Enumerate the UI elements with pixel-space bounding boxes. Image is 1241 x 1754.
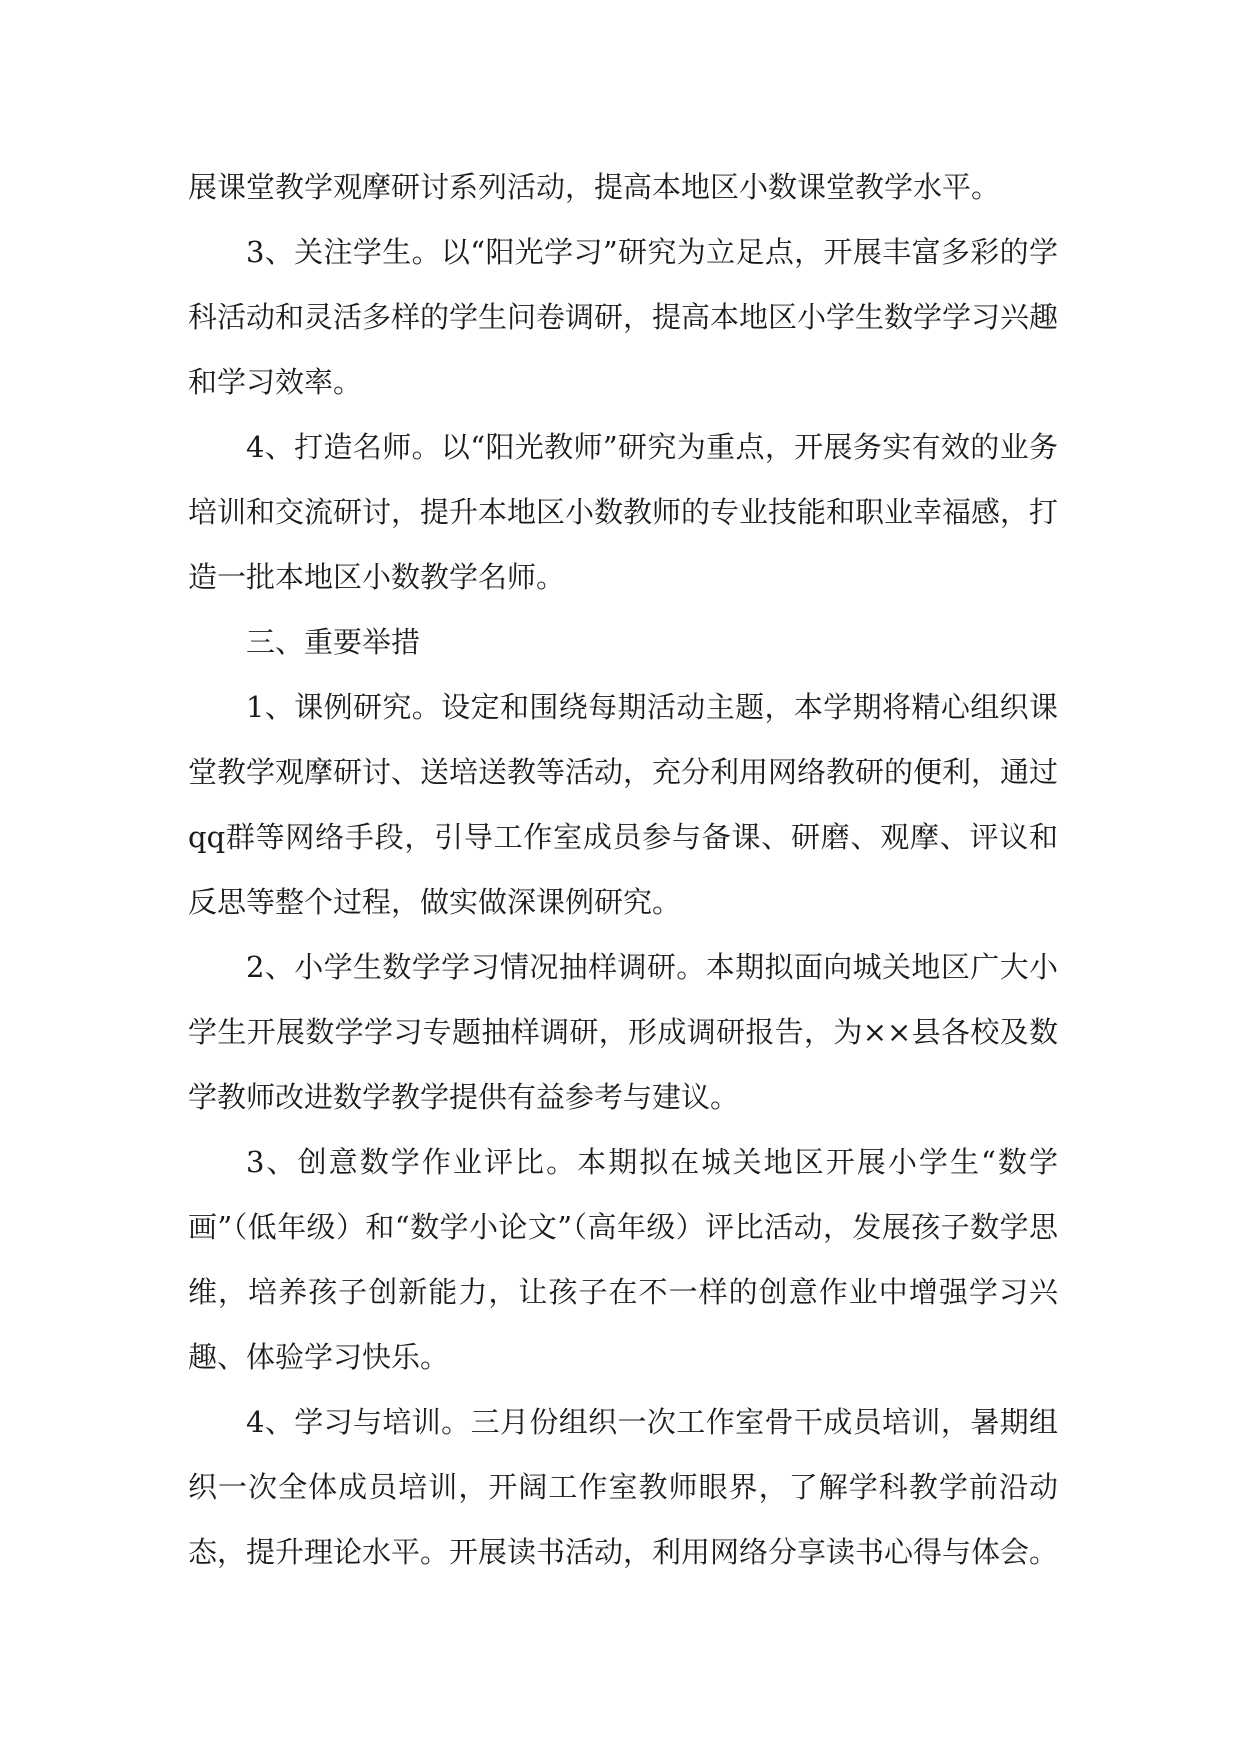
paragraph-famous-teachers: 4、打造名师。以“阳光教师”研究为重点，开展务实有效的业务培训和交流研讨，提升本地区小数教师的专业技能和职业幸福感，打造一批本地区小数教学名师。 bbox=[188, 430, 1059, 594]
paragraph-case-study: 1、课例研究。设定和围绕每期活动主题，本学期将精心组织课堂教学观摩研讨、送培送教等活动，充分利用网络教研的便利，通过qq群等网络手段，引导工作室成员参与备课、研磨、观摩、评议和反思等整个过程，做实做深课例研究。 bbox=[188, 690, 1059, 919]
paragraph-learning-training: 4、学习与培训。三月份组织一次工作室骨干成员培训，暑期组织一次全体成员培训，开阔工作室教师眼界，了解学科教学前沿动态，提升理论水平。开展读书活动，利用网络分享读书心得与体会。 bbox=[188, 1405, 1059, 1569]
document-body bbox=[188, 155, 1058, 1585]
section-heading-measures: 三、重要举措 bbox=[246, 625, 421, 659]
paragraph-continuation: 展课堂教学观摩研讨系列活动，提高本地区小数课堂教学水平。 bbox=[188, 170, 1001, 204]
paragraph-creative-homework: 3、创意数学作业评比。本期拟在城关地区开展小学生“数学画”（低年级）和“数学小论文”（高年级）评比活动，发展孩子数学思维，培养孩子创新能力，让孩子在不一样的创意作业中增强学习兴趣、体验学习快乐。 bbox=[188, 1145, 1058, 1374]
paragraph-sampling-survey: 2、小学生数学学习情况抽样调研。本期拟面向城关地区广大小学生开展数学学习专题抽样调研，形成调研报告，为××县各校及数学教师改进数学教学提供有益参考与建议。 bbox=[188, 950, 1058, 1114]
paragraph-focus-students: 3、关注学生。以“阳光学习”研究为立足点，开展丰富多彩的学科活动和灵活多样的学生问卷调研，提高本地区小学生数学学习兴趣和学习效率。 bbox=[188, 235, 1059, 399]
